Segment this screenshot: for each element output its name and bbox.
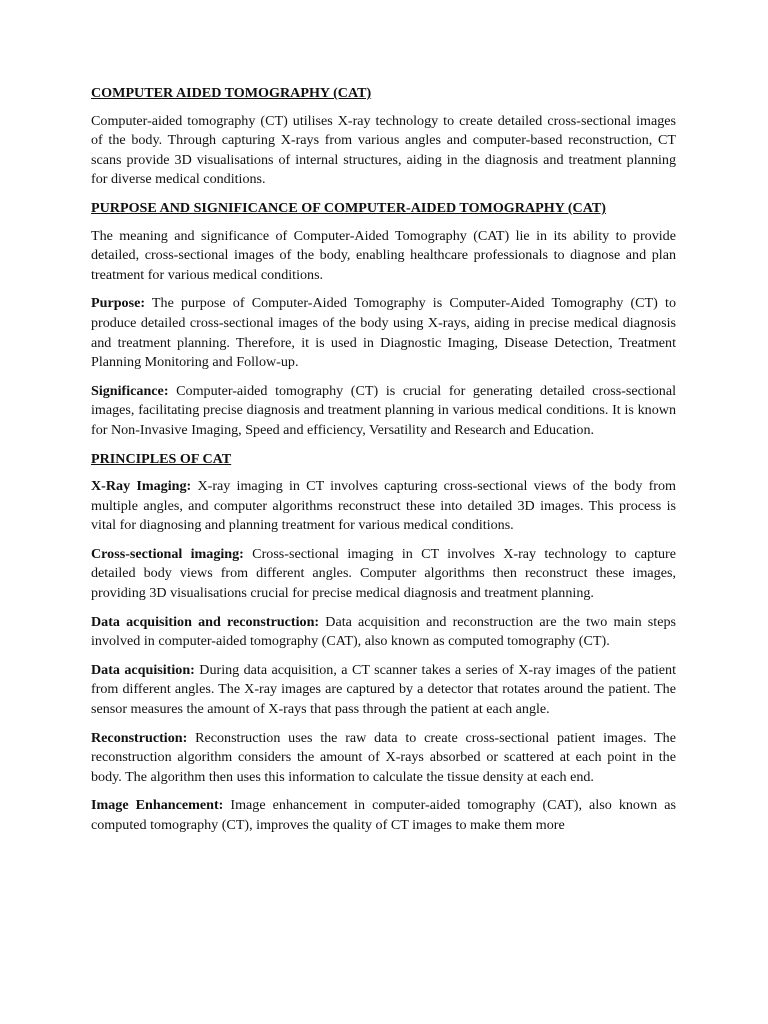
purpose-term: Purpose: [91, 295, 146, 312]
data-acquisition-term: Data acquisition: [91, 661, 195, 678]
data-acquisition-text: During data acquisition, a CT scanner takes a series of X-ray images of the patient from different angles. The X-ray images are captured by a detector that rotates around the patient. The sensor measures the amount of X-rays that pass through the patient at each angle. [91, 661, 676, 718]
data-acquisition-reconstruction-paragraph [91, 613, 676, 652]
data-acquisition-paragraph [91, 661, 676, 720]
image-enhancement-term: Image Enhancement: [91, 797, 224, 814]
intro-paragraph: Computer-aided tomography (CT) utilises X-ray technology to create detailed cross-sectional images of the body. Through capturing X-rays from various angles and computer-based reconstruction, CT scans provide 3D visualisations of internal structures, aiding in the diagnosis and treatment planning for diverse medical conditions. [91, 112, 676, 188]
image-enhancement-text: Image enhancement in computer-aided tomography (CAT), also known as computed tomography (CT), improves the quality of CT images to make them more [91, 797, 676, 833]
data-acquisition-reconstruction-text: Data acquisition and reconstruction are the two main steps involved in computer-aided tomography (CAT), also known as computed tomography (CT). [91, 613, 676, 650]
cross-sectional-text: Cross-sectional imaging in CT involves X-ray technology to capture detailed body views from different angles. Computer algorithms then reconstruct these images, providing 3D visualisations crucial for precise medical diagnosis and treatment planning. [91, 545, 677, 602]
purpose-text: The purpose of Computer-Aided Tomography is Computer-Aided Tomography (CT) to produce detailed cross-sectional images of the body using X-rays, aiding in precise medical diagnosis and treatment planning. Therefore, it is used in Diagnostic Imaging, Disease Detection, Treatment Planning Monitoring and Follow-up. [91, 295, 676, 371]
reconstruction-paragraph [91, 729, 676, 788]
section-heading-principles: PRINCIPLES OF CAT [91, 450, 232, 467]
significance-paragraph [91, 382, 676, 441]
xray-imaging-paragraph [91, 477, 676, 536]
section-heading-purpose-significance: PURPOSE AND SIGNIFICANCE OF COMPUTER-AIDED TOMOGRAPHY (CAT) [91, 199, 606, 216]
significance-term: Significance: [91, 382, 169, 399]
cross-sectional-term: Cross-sectional imaging: [91, 545, 244, 562]
purpose-paragraph [91, 294, 676, 372]
document-page [91, 84, 676, 845]
cross-sectional-paragraph [91, 545, 676, 604]
meaning-paragraph: The meaning and significance of Computer-Aided Tomography (CAT) lie in its ability to provide detailed, cross-sectional images of the body, enabling healthcare professionals to diagnose and plan treatment for various medical conditions. [91, 227, 676, 283]
xray-imaging-text: X-ray imaging in CT involves capturing cross-sectional views of the body from multiple angles, and computer algorithms reconstruct these into detailed 3D images. This process is vital for diagnosing and planning treatment for various medical conditions. [91, 478, 676, 534]
image-enhancement-paragraph [91, 796, 676, 835]
xray-imaging-term: X-Ray Imaging: [91, 478, 192, 495]
reconstruction-text: Reconstruction uses the raw data to create cross-sectional patient images. The reconstruction algorithm considers the amount of X-rays absorbed or scattered at each point in the body. The algorithm then uses this information to calculate the tissue density at each end. [91, 729, 676, 785]
reconstruction-term: Reconstruction: [91, 729, 188, 746]
significance-text: Computer-aided tomography (CT) is crucial for generating detailed cross-sectional images, facilitating precise diagnosis and treatment planning in various medical conditions. It is known for Non-Invasive Imaging, Speed and efficiency, Versatility and Research and Education. [91, 382, 676, 438]
data-acquisition-reconstruction-term: Data acquisition and reconstruction: [91, 613, 320, 630]
section-heading-cat: COMPUTER AIDED TOMOGRAPHY (CAT) [91, 85, 372, 101]
